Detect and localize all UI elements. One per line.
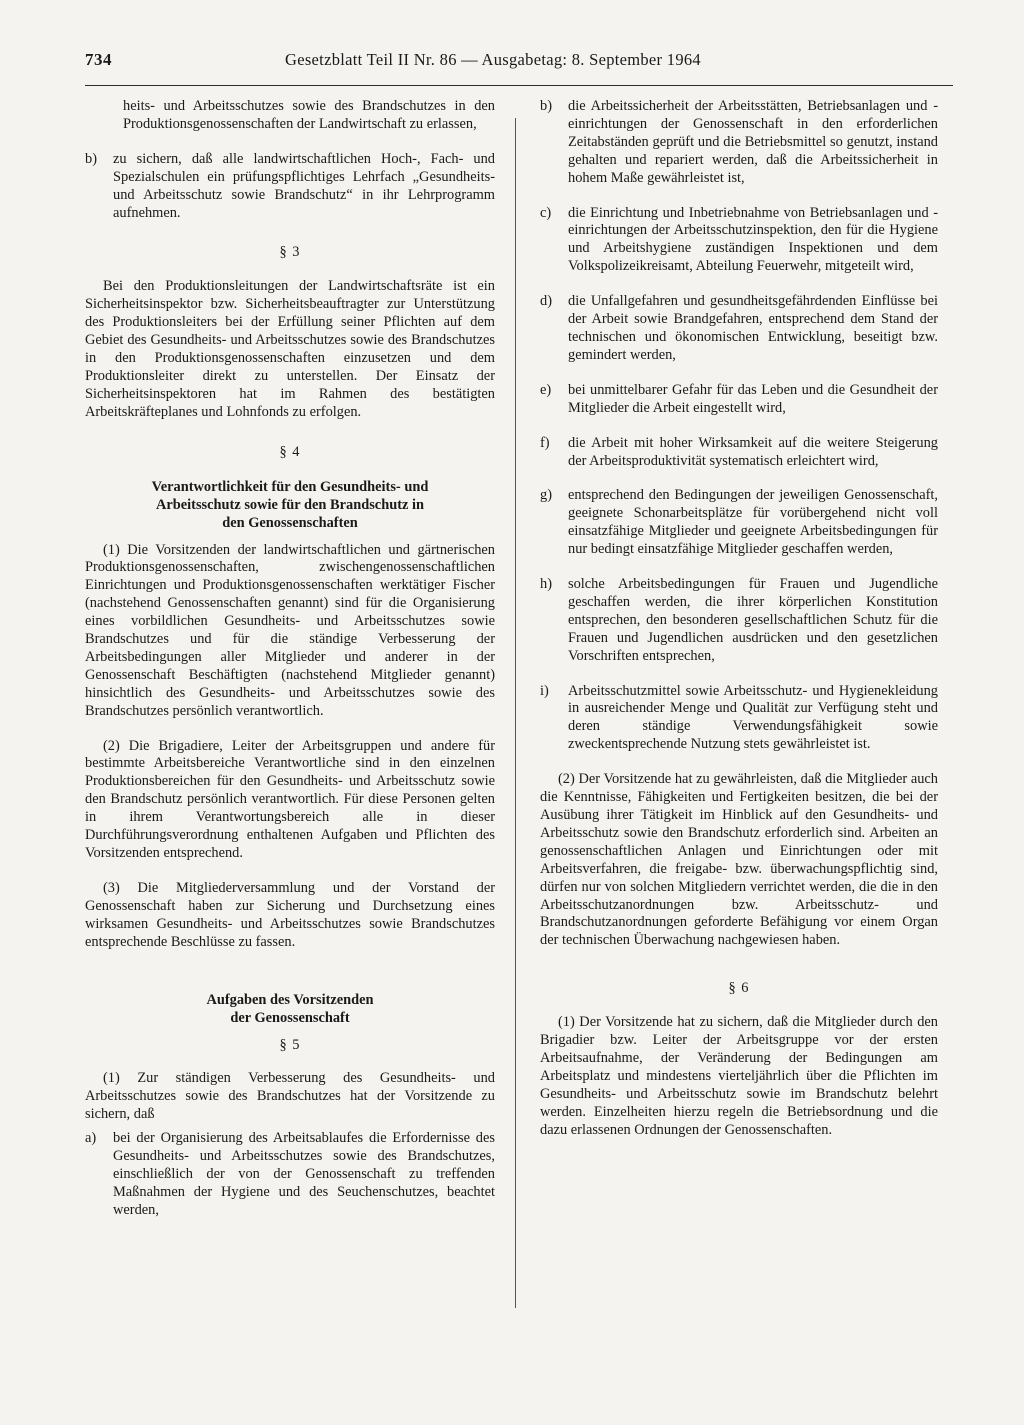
item-text: zu sichern, daß alle landwirtschaftlichen Hoch-, Fach- und Spezialschulen ein prüfungspflichtiges Lehrfach „Gesundheits- und Arbeitsschutz sowie Brandschutz“ in ihr Lehrprogramm aufnehmen. <box>113 150 495 221</box>
item-text: entsprechend den Bedingungen der jeweiligen Genossenschaft, geeignete Schonarbeitsplätze für vorübergehend nicht voll einsatzfähige Mitglieder und geeignete Arbeitsbedingungen für nur bedingt einsatzfähige Mitglieder geschaffen werden, <box>568 487 938 558</box>
section-5-paragraph-2: (2) Der Vorsitzende hat zu gewährleisten, daß die Mitglieder auch die Kenntnisse, Fähigkeiten und Fertigkeiten besitzen, die bei der Ausübung ihrer Tätigkeit im Hinblick auf den Gesundheits- und Arbeitsschutz sowie den Brandschutz erforderlich sind. Arbeiten an genossenschaftlichen Anlagen und Einrichtungen oder mit Arbeitsverfahren, die freigabe- bzw. überwachungspflichtig sind, dürfen nur von solchen Mitgliedern verrichtet werden, die die in den Arbeitsschutzanordnungen bzw. Arbeitsschutz- und Brandschutzanordnungen geforderte Befähigung vor einem Organ der technischen Überwachung nachgewiesen haben. <box>540 771 938 949</box>
list-item-a <box>85 1130 495 1220</box>
section-4-paragraph-1: (1) Die Vorsitzenden der landwirtschaftlichen und gärtnerischen Produktionsgenossenschaften, zwischengenossenschaftlichen Einrichtungen und Produktionsgenossenschaften werktätiger Fischer (nachstehend Genossenschaften genannt) sind für die Organisierung eines vorbildlichen Gesundheits- und Arbeitsschutzes sowie Brandschutzes und für die ständige Verbesserung der Arbeitsbedingungen aller Mitglieder und anderer in der Genossenschaft Beschäftigten (nachstehend Mitglieder genannt) hinsichtlich des Gesundheits- und Arbeitsschutzes sowie des Brandschutzes persönlich verantwortlich. <box>85 541 495 719</box>
section-4-title: § 4 <box>279 443 301 460</box>
section-4-paragraph-2: (2) Die Brigadiere, Leiter der Arbeitsgruppen und andere für bestimmte Arbeitsbereiche Verantwortliche sind in den einzelnen Produktionsbereichen für den Gesundheits- und Arbeitsschutz sowie den Brandschutz persönlich verantwortlich. Für diese Personen gelten in ihrem Verantwortungsbereich alle in dieser Durchführungsverordnung enthaltenen Aufgaben und Pflichten des Vorsitzenden entsprechend. <box>85 737 495 861</box>
section-5-heading <box>85 991 495 1027</box>
left-column <box>85 98 495 1237</box>
page-number: 734 <box>85 50 112 69</box>
section-4-heading <box>85 478 495 532</box>
list-item-e <box>540 382 938 418</box>
list-item-g <box>540 487 938 559</box>
section-5-title: § 5 <box>279 1036 301 1053</box>
item-text: bei der Organisierung des Arbeitsablaufes die Erfordernisse des Gesundheits- und Arbeitsschutzes sowie des Brandschutzes, einschließlich der von der Genossenschaft zu treffenden Maßnahmen der Hygiene und des Seuchenschutzes, beachtet werden, <box>113 1130 495 1218</box>
item-label: i) <box>540 682 549 699</box>
heading-line: Verantwortlichkeit für den Gesundheits- und <box>151 478 429 495</box>
item-label: b) <box>540 98 552 114</box>
item-label: e) <box>540 381 552 398</box>
continuation-paragraph: heits- und Arbeitsschutzes sowie des Brandschutzes in den Produktionsgenossenschaften der Landwirtschaft zu erlassen, <box>123 98 495 132</box>
item-label: h) <box>540 576 552 593</box>
item-label: f) <box>540 434 550 451</box>
item-text: solche Arbeitsbedingungen für Frauen und Jugendliche geschaffen werden, die ihrer körperlichen Konstitution entsprechen, den besonderen gesellschaftlichen Schutz für die Frauen und Jugendlichen ausdrücken und den gesetzlichen Vorschriften entsprechen, <box>568 576 938 664</box>
list-item-h <box>540 576 938 666</box>
section-4-paragraph-3: (3) Die Mitgliederversammlung und der Vorstand der Genossenschaft haben zur Sicherung und Durchsetzung eines wirksamen Gesundheits- und Arbeitsschutzes sowie Brandschutzes entsprechende Beschlüsse zu fassen. <box>85 879 495 950</box>
section-5-paragraph-1: (1) Zur ständigen Verbesserung des Gesundheits- und Arbeitsschutzes sowie des Brandschutzes hat der Vorsitzende zu sichern, daß <box>85 1070 495 1123</box>
section-3-paragraph: Bei den Produktionsleitungen der Landwirtschaftsräte ist ein Sicherheitsinspektor bzw. Sicherheitsbeauftragter zur Unterstützung des Produktionsleiters bei der Erfüllung seiner Pflichten auf dem Gebiet des Gesundheits- und Arbeitsschutzes sowie des Brandschutzes in den Produktionsgenossenschaften einzusetzen und dem Produktionsleiter direkt zu unterstellen. Der Einsatz der Sicherheitsinspektoren hat im Rahmen des bestätigten Arbeitskräfteplanes und Lohnfonds zu erfolgen. <box>85 278 495 420</box>
heading-line: Arbeitsschutz sowie für den Brandschutz in <box>156 496 424 513</box>
list-item-d <box>540 293 938 365</box>
item-label: c) <box>540 204 552 221</box>
list-item-i <box>540 683 938 755</box>
item-text: bei unmittelbarer Gefahr für das Leben und die Gesundheit der Mitglieder die Arbeit eingestellt wird, <box>568 381 938 416</box>
header-rule <box>85 85 953 86</box>
item-label: d) <box>540 293 552 310</box>
list-item-b <box>540 98 938 188</box>
list-item-c <box>540 205 938 277</box>
list-item-f <box>540 435 938 471</box>
running-title: Gesetzblatt Teil II Nr. 86 — Ausgabetag: 8. September 1964 <box>285 50 701 69</box>
section-6-title: § 6 <box>728 980 750 997</box>
right-column <box>540 98 938 1157</box>
list-item-b <box>85 151 495 223</box>
page-header <box>85 48 955 76</box>
item-text: Arbeitsschutzmittel sowie Arbeitsschutz- und Hygienekleidung in ausreichender Menge und Qualität zur Verfügung steht und deren ständige Verwendungsfähigkeit sowie zweckentsprechende Nutzung stets gewährleistet ist. <box>568 682 938 753</box>
heading-line: den Genossenschaften <box>222 514 358 531</box>
heading-line: der Genossenschaft <box>230 1009 350 1026</box>
item-text: die Arbeit mit hoher Wirksamkeit auf die weitere Steigerung der Arbeitsproduktivität systematisch erleichtert wird, <box>568 434 938 469</box>
item-text: die Arbeitssicherheit der Arbeitsstätten, Betriebsanlagen und -einrichtungen der Genossenschaft in den erforderlichen Zeitabständen geprüft und die Betriebsmittel so genutzt, instand gehalten und repariert werden, daß die Arbeitssicherheit in hohem Maße gewährleistet ist, <box>568 98 938 186</box>
item-label: a) <box>85 1130 97 1147</box>
item-text: die Unfallgefahren und gesundheitsgefährdenden Einflüsse bei der Arbeit sowie Brandgefahren, entsprechend dem Stand der technischen und ökonomischen Entwicklung, beseitigt bzw. gemindert werden, <box>568 293 938 363</box>
heading-line: Aufgaben des Vorsitzenden <box>206 991 374 1008</box>
item-label: g) <box>540 487 552 504</box>
item-label: b) <box>85 150 97 167</box>
column-divider <box>515 118 516 1308</box>
item-text: die Einrichtung und Inbetriebnahme von Betriebsanlagen und -einrichtungen der Arbeitsschutzinspektion, den für die Hygiene und Arbeitshygiene zuständigen Inspektionen und dem Volkspolizeikreisamt, Abteilung Feuerwehr, mitgeteilt wird, <box>568 204 938 275</box>
section-6-paragraph-1: (1) Der Vorsitzende hat zu sichern, daß die Mitglieder durch den Brigadier bzw. Leiter der Arbeitsgruppe vor der ersten Arbeitsaufnahme, der Veränderung der Bedingungen am Arbeitsplatz und mindestens vierteljährlich über die Pflichten im Gesundheits- und Arbeitsschutz sowie im Brandschutz belehrt werden. Einzelheiten hierzu regeln die Betriebsordnung und die dazu erlassenen Ordnungen der Genossenschaften. <box>540 1014 938 1138</box>
section-3-title: § 3 <box>279 244 301 261</box>
